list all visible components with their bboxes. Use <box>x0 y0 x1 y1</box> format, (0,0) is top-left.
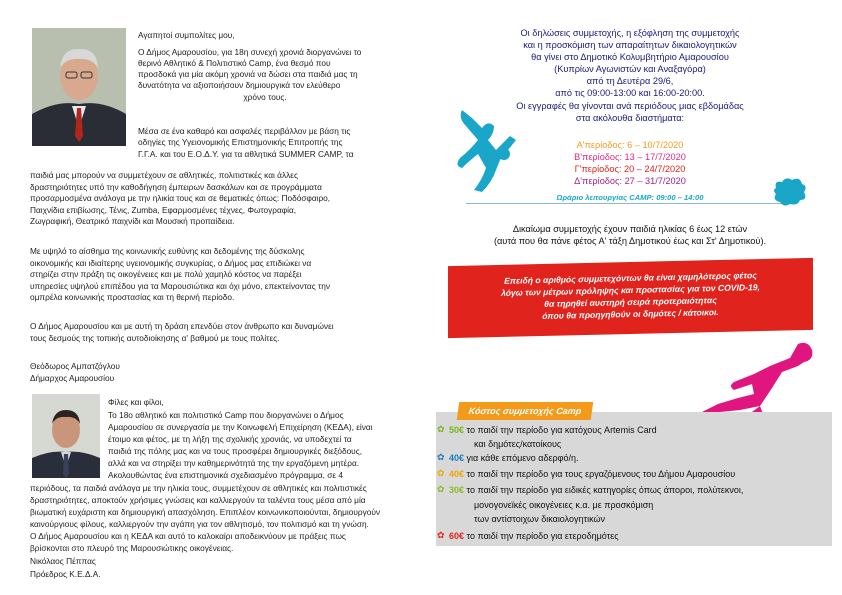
mayor-photo <box>32 28 126 146</box>
period-a: Α'περίοδος: 6 – 10/7/2020 <box>576 140 684 150</box>
president-text-line: έτοιμο και φέτος, με τη λήξη της σχολικής χρονιάς, να υποδεχτεί τα <box>108 434 352 444</box>
mayor-text-line: οικονομικής και ιδιαίτερης υγειονομικής συγκυρίας, ο Δήμος μας επιδιώκει να <box>30 258 312 268</box>
cost-text: το παιδί την περίοδο για ετεροδημότες <box>466 531 619 541</box>
cost-text: το παιδί την περίοδο για ειδικές κατηγορίες όπως άποροι, πολύτεκνοι, <box>466 485 744 495</box>
eligibility-line: (αυτά που θα πάνε φέτος Α' τάξη Δημοτικού έως και Στ' Δημοτικού). <box>493 236 767 246</box>
president-text-line: αλλά και να στηρίξει την καθημερινότητά της την εργαζόμενη μητέρα. <box>108 458 360 468</box>
covid-notice-line: Επειδή ο αριθμός συμμετεχόντων θα είναι χαμηλότερος φέτος <box>504 270 757 286</box>
cost-item-special <box>449 484 743 496</box>
camp-hours: Ωράριο λειτουργίας CAMP: 09:00 – 14:00 <box>556 193 704 202</box>
cost-text: το παιδί την περίοδο για κατόχους Artemis Card <box>466 425 657 435</box>
cartwheel-figure-icon <box>448 110 518 192</box>
mayor-signature-name: Θεόδωρος Αμπατζόγλου <box>30 361 120 371</box>
covid-notice-line: λόγω των μέτρων πρόληψης και προστασίας για τον COVID-19, <box>501 282 760 298</box>
leaf-bullet-icon: ✿ <box>437 452 445 462</box>
president-text-line: καινούργιους φίλους, καλλιεργούν την αγάπη για τον αθλητισμό, τον πολιτισμό και τη γνώση. <box>30 519 369 529</box>
leaf-bullet-icon: ✿ <box>437 424 445 434</box>
cyan-splash-icon <box>772 176 808 208</box>
mayor-text-line: προσδοκά για μία ακόμη χρονιά να δώσει στα παιδιά μας τη <box>138 69 358 79</box>
registration-line: θα γίνει στο Δημοτικό Κολυμβητήριο Αμαρουσίου <box>531 52 729 62</box>
president-text-line: Ακολουθώντας ένα επιστημονικά σχεδιασμένο πρόγραμμα, σε 4 <box>108 470 344 480</box>
president-text-line: Ο Δήμος Αμαρουσίου και η ΚΕΔΑ και αυτό το καλοκαίρι αποδεικνύουν με πράξεις πως <box>30 531 346 541</box>
cost-text-continued: και δημότες/κατοίκους <box>474 439 562 449</box>
cost-price: 60€ <box>449 531 465 541</box>
president-text-line: Το 18ο αθλητικό και πολιτιστικό Camp που διοργανώνει ο Δήμος <box>108 410 344 420</box>
cost-text-continued: μονογονεϊκές οικογένειες κ.α. με προσκόμιση <box>474 500 654 510</box>
registration-line: από τη Δευτέρα 29/6, <box>586 76 674 86</box>
hours-underline <box>466 203 796 204</box>
president-signature-name: Νικόλαος Πέππας <box>30 556 96 566</box>
cost-text-continued: των αντίστοιχων δικαιολογητικών <box>474 514 605 524</box>
registration-line: Οι εγγραφές θα γίνονται ανά περιόδους μιας εβδομάδας <box>516 101 744 111</box>
registration-line: (Κυπρίων Αγωνιστών και Αναξαγόρα) <box>554 64 706 74</box>
mayor-text-line: υπηρεσίες υψηλού επιπέδου για τα Μαρουσιώτικα και όχι μόνο, επεκτείνοντας την <box>30 281 331 291</box>
cost-price: 40€ <box>449 453 465 463</box>
mayor-text-line: Ο Δήμος Αμαρουσίου και με αυτή τη δράση επενδύει στον άνθρωπο και δυναμώνει <box>30 321 334 331</box>
mayor-text-line: Ο Δήμος Αμαρουσίου, για 18η συνεχή χρονιά διοργανώνει το <box>138 47 362 57</box>
mayor-signature-title: Δήμαρχος Αμαρουσίου <box>30 373 115 383</box>
president-text-line: βιωματική ευχάριστη και δημιουργική απασχόληση. Επιπλέον κοινωνικοποιούνται, δημιουργούν <box>30 507 381 517</box>
mayor-text-line: οδηγίες της Υγειονομικής Επιστημονικής Επιτροπής της <box>138 137 343 147</box>
period-b: Β'περίοδος: 13 – 17/7/2020 <box>574 152 686 162</box>
president-text-line: δραστηριότητες, αποκτούν χρήσιμες γνώσεις και καλλιεργούν τα ταλέντα τους μέσα από μία <box>30 495 366 505</box>
registration-line: στα ακόλουθα διαστήματα: <box>575 113 685 123</box>
mayor-text-line: δυνατότητα να αξιοποιήσουν δημιουργικά τον ελεύθερο <box>138 80 341 90</box>
cost-price: 40€ <box>449 469 465 479</box>
president-text-line: Αμαρουσίου σε συνεργασία με την Κοινωφελή Επιχείρηση (ΚΕΔΑ), είναι <box>108 422 373 432</box>
mayor-text-line: προσαρμοσμένα ανάλογα με την ηλικία τους και σε θεματικές όπως: Ποδόσφαιρο, <box>30 193 331 203</box>
mayor-text-line: θερινό Αθλητικό & Πολιτιστικό Camp, ένα θεσμό που <box>138 58 331 68</box>
mayor-text-line: τους δεσμούς της τοπικής αυτοδιοίκησης α' βαθμού με τους πολίτες. <box>30 333 280 343</box>
president-text-line: παιδιά της πόλης μας και να τους προσφέρει δημιουργικές διεξόδους, <box>108 446 363 456</box>
mayor-text-line: Ζωγραφική, Θεατρικό παιχνίδι και Μουσική προπαίδεια. <box>30 216 235 226</box>
cost-item-non-residents <box>449 530 619 542</box>
president-text-line: περιόδους, τα παιδιά ανάλογα με την ηλικία τους, συμμετέχουν σε αθλητικές και πολιτιστικές <box>30 483 367 493</box>
mayor-text-line: χρόνο τους. <box>243 92 287 102</box>
leaf-bullet-icon: ✿ <box>437 484 445 494</box>
cost-text: για κάθε επόμενο αδερφό/η. <box>466 453 579 463</box>
mayor-text-line: Παιχνίδια επιβίωσης, Τένις, Zumba, Εφαρμοσμένες τέχνες, Φωτογραφία, <box>30 205 297 215</box>
mayor-greeting: Αγαπητοί συμπολίτες μου, <box>138 30 235 40</box>
period-d: Δ'περίοδος: 27 – 31/7/2020 <box>574 176 686 186</box>
president-photo <box>32 394 100 478</box>
president-signature-title: Πρόεδρος Κ.Ε.Δ.Α. <box>30 569 101 579</box>
covid-notice-line: όπου θα προηγηθούν οι δημότες / κάτοικοι. <box>542 306 719 322</box>
mayor-text-line: δραστηριότητες υπό την καθοδήγηση έμπειρων δασκάλων και σε προγράμματα <box>30 182 322 192</box>
covid-notice-banner <box>448 258 813 338</box>
cost-text: το παιδί την περίοδο για τους εργαζόμενους του Δήμου Αμαρουσίου <box>466 469 736 479</box>
period-c: Γ'περίοδος: 20 – 24/7/2020 <box>574 164 686 174</box>
covid-notice-line: θα τηρηθεί αυστηρή σειρά προτεραιότητας <box>544 295 717 309</box>
registration-line: από τις 09:00-13:00 και 16:00-20:00. <box>555 88 705 98</box>
president-text-line: βρίσκονται στο πλευρό της Μαρουσιώτικης οικογένειας. <box>30 543 234 553</box>
registration-line: Οι δηλώσεις συμμετοχής, η εξόφληση της συμμετοχής <box>520 28 740 38</box>
president-greeting: Φίλες και φίλοι, <box>108 397 164 407</box>
cost-item-employees <box>449 468 735 480</box>
mayor-text-line: στηρίζει στην πράξη τις οικογένειες και με πολύ χαμηλό κόστος να παρέξει <box>30 269 302 279</box>
registration-line: και η προσκόμιση των απαραίτητων δικαιολογητικών <box>523 40 737 50</box>
eligibility-line: Δικαίωμα συμμετοχής έχουν παιδιά ηλικίας 6 έως 12 ετών <box>512 224 748 234</box>
leaf-bullet-icon: ✿ <box>437 468 445 478</box>
mayor-text-line: Μέσα σε ένα καθαρό και ασφαλές περιβάλλον με βάση τις <box>138 126 351 136</box>
mayor-text-line: Γ.Γ.Α. και του Ε.Ο.Δ.Υ. για τα αθλητικά SUMMER CAMP, τα <box>138 149 354 159</box>
cost-price: 30€ <box>449 485 465 495</box>
cost-item-artemis <box>449 424 657 436</box>
cost-title: Κόστος συμμετοχής Camp <box>457 402 594 420</box>
mayor-text-line: Με υψηλό το αίσθημα της κοινωνικής ευθύνης και δεδομένης της δύσκολης <box>30 246 305 256</box>
mayor-text-line: ομπρέλα κοινωνικής προστασίας και τη θερινή περίοδο. <box>30 292 235 302</box>
cost-item-sibling <box>449 452 578 464</box>
leaf-bullet-icon: ✿ <box>437 530 445 540</box>
mayor-text-line: παιδιά μας μπορούν να συμμετέχουν σε αθλητικές, πολιτιστικές και άλλες <box>30 170 298 180</box>
cost-price: 50€ <box>449 425 465 435</box>
